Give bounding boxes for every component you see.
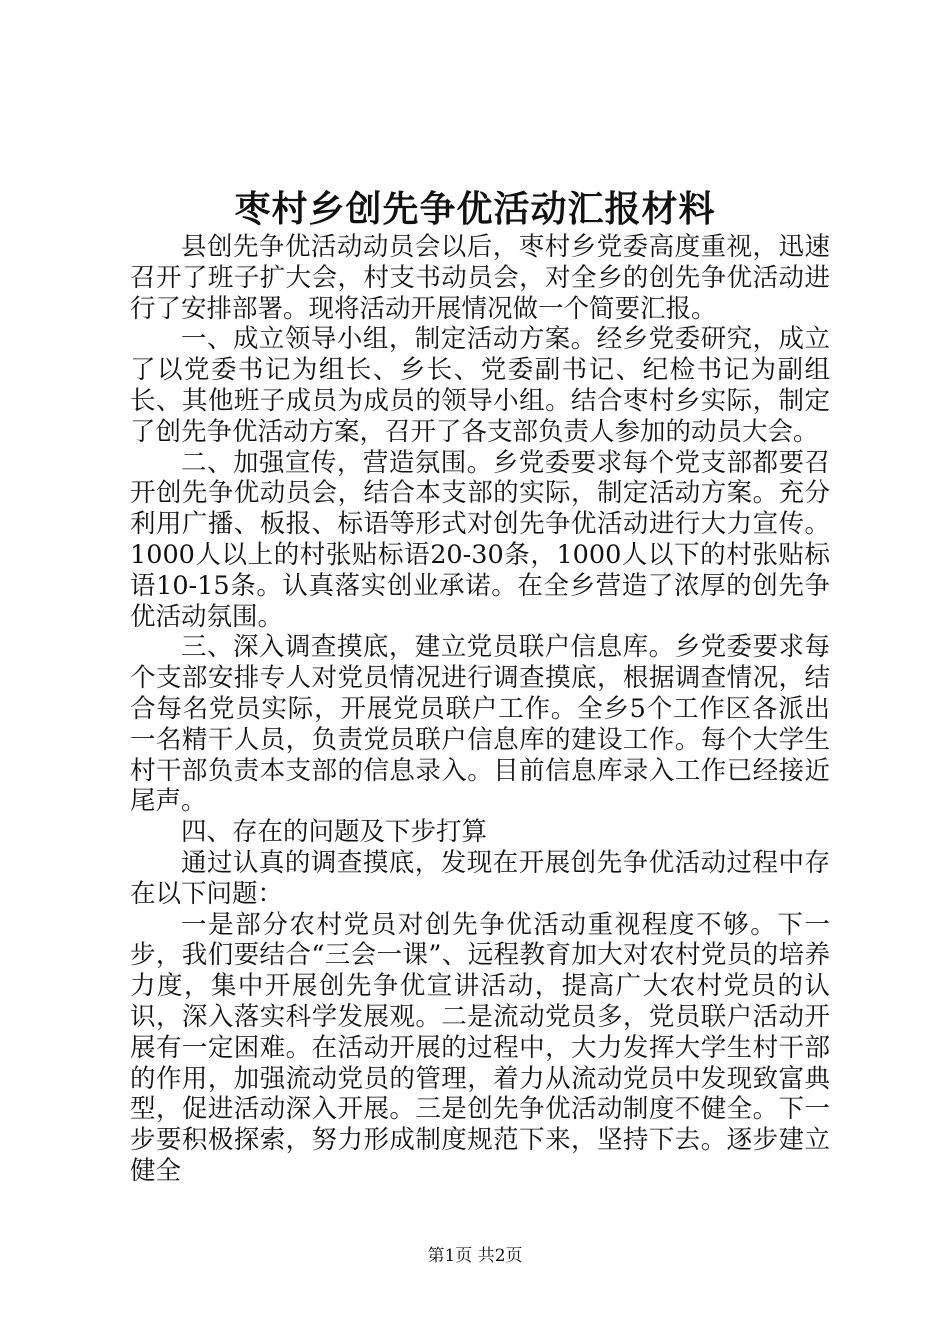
section-1-paragraph: 一、成立领导小组，制定活动方案。经乡党委研究，成立了以党委书记为组长、乡长、党委副书记、纪检书记为副组长、其他班子成员为成员的领导小组。结合枣村乡实际，制定了创先争优活动方案，召开了各支部负责人参加的动员大会。 — [130, 324, 830, 447]
section-4-heading: 四、存在的问题及下步打算 — [181, 817, 488, 848]
section-3-paragraph: 三、深入调查摸底，建立党员联户信息库。乡党委要求每个支部安排专人对党员情况进行调查摸底，根据调查情况，结合每名党员实际，开展党员联户工作。全乡5个工作区各派出一名精干人员，负责党员联户信息库的建设工作。每个大学生村干部负责本支部的信息录入。目前信息库录入工作已经接近尾声。 — [130, 632, 830, 817]
problems-intro-paragraph: 通过认真的调查摸底，发现在开展创先争优活动过程中存在以下问题： — [130, 847, 830, 909]
page-number: 第1页 共2页 — [427, 1246, 523, 1266]
document-title: 枣村乡创先争优活动汇报材料 — [234, 188, 716, 230]
section-2-paragraph: 二、加强宣传，营造氛围。乡党委要求每个党支部都要召开创先争优动员会，结合本支部的实际，制定活动方案。充分利用广播、板报、标语等形式对创先争优活动进行大力宣传。1000人以上的村张贴标语20-30条，1000人以下的村张贴标语10-15条。认真落实创业承诺。在全乡营造了浓厚的创先争优活动氛围。 — [130, 447, 830, 632]
document-body — [130, 232, 830, 1187]
problems-paragraph: 一是部分农村党员对创先争优活动重视程度不够。下一步，我们要结合“三会一课”、远程教育加大对农村党员的培养力度，集中开展创先争优宣讲活动，提高广大农村党员的认识，深入落实科学发展观。二是流动党员多，党员联户活动开展有一定困难。在活动开展的过程中，大力发挥大学生村干部的作用，加强流动党员的管理，着力从流动党员中发现致富典型，促进活动深入开展。三是创先争优活动制度不健全。下一步要积极探索，努力形成制度规范下来，坚持下去。逐步建立健全 — [130, 909, 830, 1186]
intro-paragraph: 县创先争优活动动员会以后，枣村乡党委高度重视，迅速召开了班子扩大会，村支书动员会，对全乡的创先争优活动进行了安排部署。现将活动开展情况做一个简要汇报。 — [130, 232, 830, 324]
